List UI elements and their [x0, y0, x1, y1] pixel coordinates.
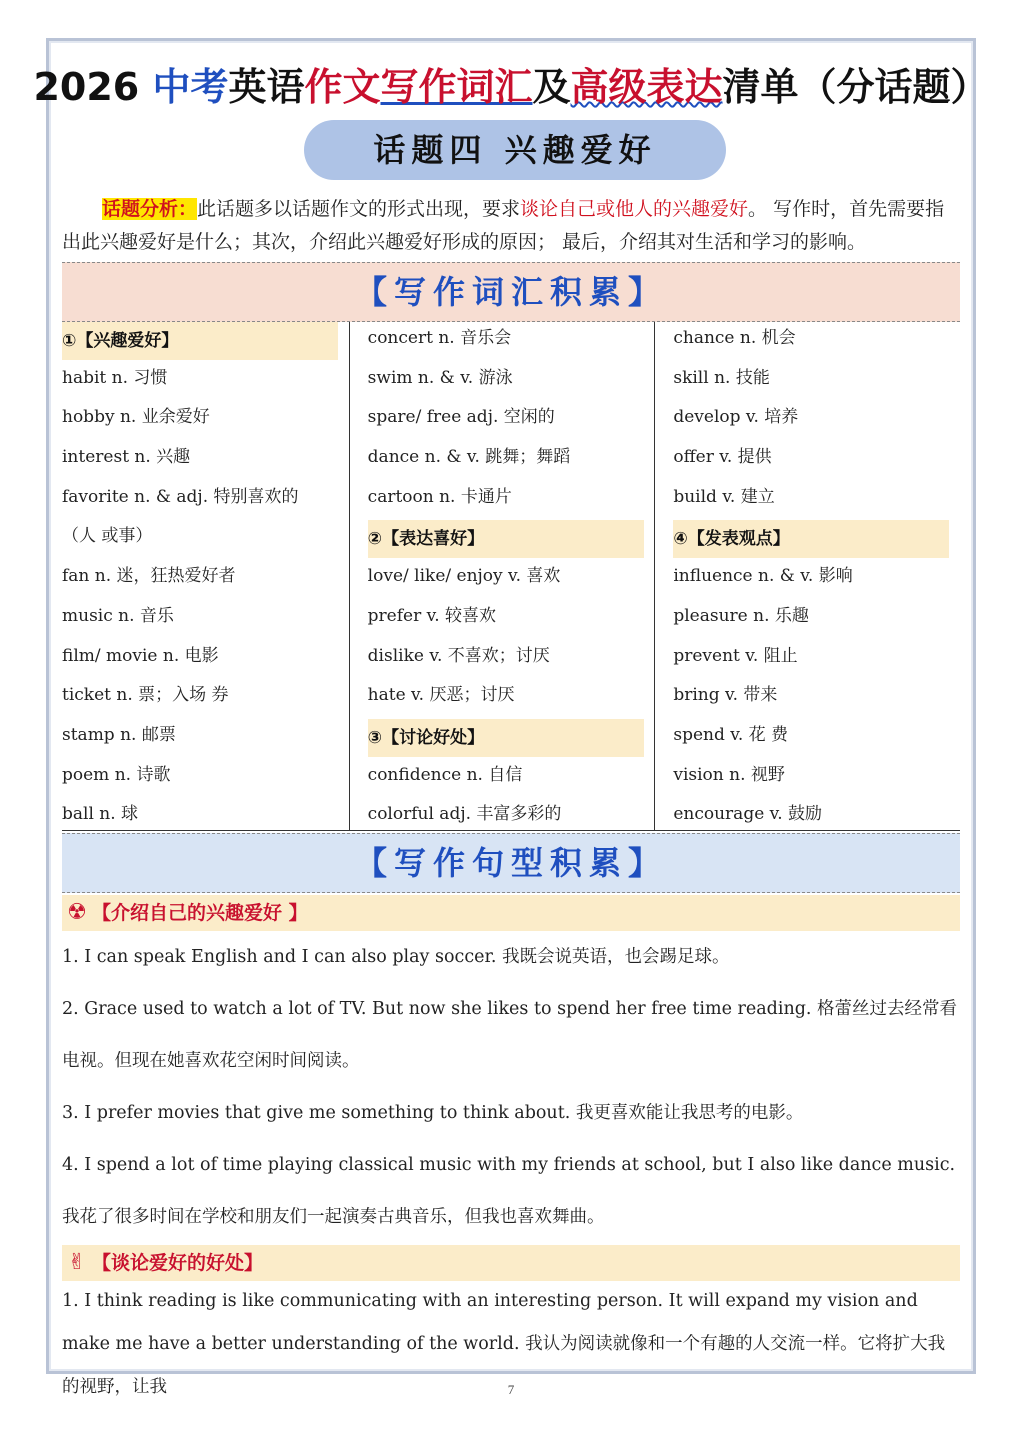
title-part: 写作词汇: [380, 65, 533, 109]
vocab-item: vision n. 视野: [673, 764, 785, 785]
vocab-item: encourage v. 鼓励: [673, 804, 823, 825]
vocab-item: develop v. 培养: [673, 407, 799, 428]
vocab-item: dislike v. 不喜欢；讨厌: [367, 645, 550, 666]
analysis-label: 话题分析：: [102, 198, 198, 220]
vocab-item: hate v. 厌恶；讨厌: [367, 685, 515, 706]
vocab-item: cartoon n. 卡通片: [367, 486, 512, 507]
vocab-item: poem n. 诗歌: [62, 764, 171, 785]
example-sentence: 4. I spend a lot of time playing classical music with my friends at school, but I also like dance music.我花了很多时间在学校和朋友们一起演奏古典音乐，但我也喜欢舞曲。: [62, 1155, 956, 1227]
vocab-item: prevent v. 阻止: [673, 645, 798, 666]
sentence-category-heading: [62, 1245, 960, 1281]
topic-analysis: [62, 193, 962, 259]
vocab-item: spend v. 花 费: [673, 724, 789, 745]
vocab-category-heading: [368, 719, 655, 759]
title-part: 及: [532, 65, 571, 109]
vocab-category-heading: [62, 322, 349, 362]
topic-heading: 话题四 兴趣爱好: [304, 120, 726, 180]
category-label: ②【表达喜好】: [368, 520, 644, 558]
vocab-item: offer v. 提供: [673, 447, 772, 468]
vocab-item: confidence n. 自信: [367, 764, 523, 785]
vocab-item: build v. 建立: [673, 486, 775, 507]
vocab-item: skill n. 技能: [673, 367, 770, 388]
page-number: 7: [507, 1382, 515, 1397]
vocab-item: love/ like/ enjoy v. 喜欢: [367, 566, 561, 587]
vocab-column-1: [62, 322, 349, 830]
sentence-category-label: 【谈论爱好的好处】: [92, 1252, 264, 1274]
document-title: [0, 56, 1022, 111]
title-year: 2026: [33, 65, 140, 109]
vocab-item: ball n. 球: [62, 804, 139, 825]
vocab-item: stamp n. 邮票: [62, 724, 176, 745]
analysis-text: 。 写作时，首先需要指出此兴趣爱好是什么；其次，介绍此兴趣爱好形成的原因； 最后，介绍其对生活和学习的影响。: [62, 198, 945, 253]
vocab-item: favorite n. & adj. 特别喜欢的: [62, 486, 299, 507]
sentence-section-heading: 【写作句型积累】: [62, 833, 960, 893]
vocab-item: swim n. & v. 游泳: [367, 367, 513, 388]
vocab-item: spare/ free adj. 空闲的: [367, 407, 555, 428]
vocab-item: hobby n. 业余爱好: [62, 407, 210, 428]
vocab-item: fan n. 迷，狂热爱好者: [62, 566, 236, 587]
analysis-highlight: 谈论自己或他人的兴趣爱好: [520, 198, 749, 220]
title-part: 中考: [139, 65, 229, 109]
title-part: 清单（分话题）: [722, 65, 989, 109]
vocab-item: habit n. 习惯: [62, 367, 168, 388]
vocab-section-heading: 【写作词汇积累】: [62, 262, 960, 322]
vocab-item: （人 或事）: [62, 526, 153, 547]
title-part: 英语: [228, 65, 305, 109]
vocab-table: [62, 322, 960, 831]
sentence-category-heading: [62, 895, 960, 931]
radiation-icon: ☢: [67, 900, 87, 925]
category-label: ③【讨论好处】: [368, 719, 644, 757]
vocab-item: influence n. & v. 影响: [673, 566, 853, 587]
example-sentence: 2. Grace used to watch a lot of TV. But now she likes to spend her free time reading. 格蕾丝过去经常看电视。但现在她喜欢花空闲时间阅读。: [62, 999, 958, 1071]
vocab-item: film/ movie n. 电影: [62, 645, 219, 666]
vocab-item: bring v. 带来: [673, 685, 778, 706]
analysis-text: 此话题多以话题作文的形式出现，要求: [197, 198, 521, 220]
vocab-category-heading: [368, 520, 655, 560]
vocab-item: prefer v. 较喜欢: [367, 605, 497, 626]
vocab-item: chance n. 机会: [673, 328, 796, 348]
vocab-item: pleasure n. 乐趣: [673, 605, 809, 626]
victory-hand-icon: ✌: [67, 1250, 87, 1275]
category-label: ①【兴趣爱好】: [62, 322, 338, 360]
example-sentence: 3. I prefer movies that give me something to think about. 我更喜欢能让我思考的电影。: [62, 1103, 804, 1123]
vocab-column-2: [349, 322, 655, 830]
example-sentence: 1. I can speak English and I can also play soccer. 我既会说英语，也会踢足球。: [62, 947, 730, 967]
category-label: ④【发表观点】: [673, 520, 949, 558]
vocab-item: interest n. 兴趣: [62, 447, 191, 468]
vocab-column-3: [654, 322, 960, 830]
vocab-item: dance n. & v. 跳舞；舞蹈: [367, 447, 571, 468]
vocab-item: music n. 音乐: [62, 605, 174, 626]
vocab-item: ticket n. 票；入场 券: [62, 685, 229, 706]
sentence-category-label: 【介绍自己的兴趣爱好 】: [92, 902, 308, 924]
title-part: 作文: [304, 65, 381, 109]
title-part: 高级表达: [570, 65, 723, 109]
vocab-item: concert n. 音乐会: [367, 328, 512, 348]
vocab-category-heading: [673, 520, 960, 560]
vocab-item: colorful adj. 丰富多彩的: [367, 804, 562, 825]
example-sentence: 1. I think reading is like communicating with an interesting person. It will expand my vision and make me have a better understanding of the world. 我认为阅读就像和一个有趣的人交流一样。它将扩大我的视野，让我: [62, 1291, 946, 1397]
